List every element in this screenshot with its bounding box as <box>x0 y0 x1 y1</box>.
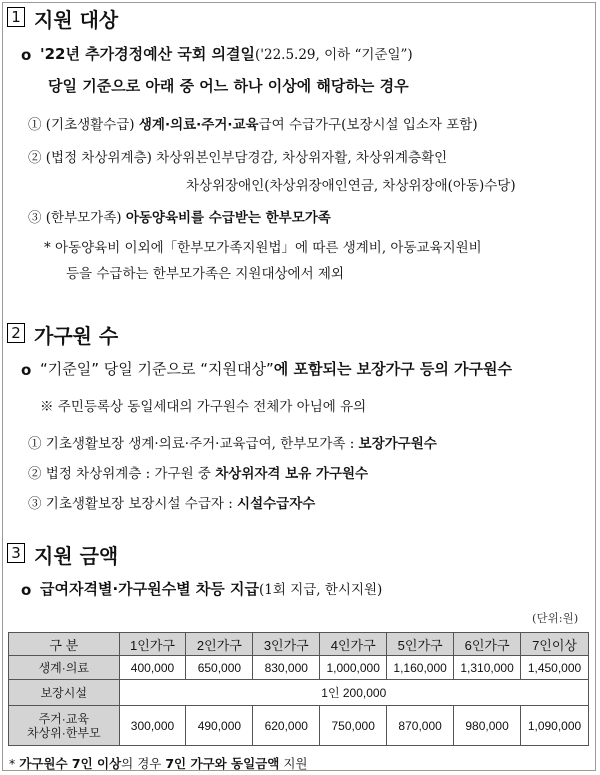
table-cell: 490,000 <box>186 706 253 746</box>
s3-bullet-bold: 급여자격별·가구원수별 차등 지급 <box>40 580 260 598</box>
row-label <box>9 706 120 746</box>
s1-item1-pre: ① (기초생활수급) <box>28 117 139 133</box>
table-cell: 650,000 <box>186 656 253 680</box>
section-3-number: 3 <box>7 543 25 563</box>
table-header-cell: 4인가구 <box>320 633 387 656</box>
bullet-circle: o <box>21 46 32 64</box>
s1-item1-post: 급여 수급가구(보장시설 입소자 포함) <box>258 117 478 133</box>
footnote-star: * <box>9 756 20 771</box>
section-1-number: 1 <box>7 7 25 27</box>
table-cell: 1,160,000 <box>387 656 454 680</box>
s2-item-2 <box>28 462 368 482</box>
table-cell: 750,000 <box>320 706 387 746</box>
s1-note-line2: 등을 수급하는 한부모가족은 지원대상에서 제외 <box>66 266 344 282</box>
table-cell: 1,090,000 <box>521 706 589 746</box>
table-cell: 1,310,000 <box>454 656 521 680</box>
s1-note-line1: * 아동양육비 이외에「한부모가족지원법」에 따른 생계비, 아동교육지원비 <box>44 240 482 256</box>
table-cell: 300,000 <box>119 706 186 746</box>
table-row <box>9 656 589 680</box>
s1-bullet-line2: 당일 기준으로 아래 중 어느 하나 이상에 해당하는 경우 <box>48 77 409 95</box>
table-header-cell: 3인가구 <box>253 633 320 656</box>
section-3-title: 지원 금액 <box>34 544 119 568</box>
table-header-cell: 구 분 <box>9 633 120 656</box>
bullet-circle: o <box>21 361 32 379</box>
table-cell-merged: 1인 200,000 <box>119 680 588 706</box>
table-header-cell: 2인가구 <box>186 633 253 656</box>
table-cell: 980,000 <box>454 706 521 746</box>
s1-item1-bold: 생계·의료·주거·교육 <box>138 117 259 133</box>
table-cell: 400,000 <box>119 656 186 680</box>
s1-item-2-line2: 차상위장애인(차상위장애인연금, 차상위장애(아동)수당) <box>186 178 516 194</box>
s2-item-1 <box>28 432 437 452</box>
table-header-cell: 1인가구 <box>119 633 186 656</box>
s2-item-3 <box>28 492 315 512</box>
unit-label: (단위:원) <box>532 611 579 625</box>
section-2-title: 가구원 수 <box>34 324 119 348</box>
table-header-cell: 6인가구 <box>454 633 521 656</box>
s1-item-3 <box>28 206 331 226</box>
table-cell: 1,000,000 <box>320 656 387 680</box>
s1-item-2-line1: ② (법정 차상위계층) 차상위본인부담경감, 차상위자활, 차상위계층확인 <box>28 150 448 166</box>
table-cell: 870,000 <box>387 706 454 746</box>
s1-bullet-pre: '22년 추가경정예산 국회 의결일 <box>40 45 256 63</box>
row-label-line2: 차상위·한부모 <box>26 725 101 740</box>
s2-item3-pre: ③ 기초생활보장 보장시설 수급자 : <box>28 496 238 512</box>
s2-item2-pre: ② 법정 차상위계층 : 가구원 중 <box>28 466 216 482</box>
table-header-cell: 7인이상 <box>521 633 589 656</box>
s1-item3-bold: 아동양육비를 수급받는 한부모가족 <box>125 210 331 226</box>
s1-item3-pre: ③ (한부모가족) <box>28 210 126 226</box>
footnote-end: 지원 <box>279 756 308 771</box>
s2-item2-bold: 차상위자격 보유 가구원수 <box>215 466 369 482</box>
s1-bullet-post: ('22.5.29, 이하 “기준일”) <box>255 47 413 63</box>
s2-bullet-line <box>40 358 512 379</box>
s3-bullet-line <box>40 578 382 599</box>
s1-item-1 <box>28 113 478 133</box>
footnote-bold2: 7인 가구와 동일금액 <box>165 756 280 771</box>
bullet-circle: o <box>21 581 32 599</box>
s2-item1-bold: 보장가구원수 <box>358 436 437 452</box>
row-label-line1: 주거·교육 <box>38 711 89 726</box>
table-header-row <box>9 633 589 656</box>
section-1-title: 지원 대상 <box>34 8 119 32</box>
table-row <box>9 706 589 746</box>
s2-item3-bold: 시설수급자수 <box>237 496 316 512</box>
footnote-mid: 의 경우 <box>121 756 166 771</box>
table-footnote <box>9 754 308 772</box>
s2-item1-pre: ① 기초생활보장 생계·의료·주거·교육급여, 한부모가족 : <box>28 436 359 452</box>
row-label: 보장시설 <box>9 680 120 706</box>
support-amount-table <box>8 632 589 746</box>
table-cell: 620,000 <box>253 706 320 746</box>
table-header-cell: 5인가구 <box>387 633 454 656</box>
row-label: 생계·의료 <box>9 656 120 680</box>
footnote-bold1: 가구원수 7인 이상 <box>19 756 122 771</box>
s2-bullet-bold: 에 포함되는 보장가구 등의 가구원수 <box>273 360 513 378</box>
s3-bullet-post: (1회 지급, 한시지원) <box>259 582 383 598</box>
s1-bullet-line1 <box>40 43 413 64</box>
table-cell: 830,000 <box>253 656 320 680</box>
s2-bullet-pre: “기준일” 당일 기준으로 “지원대상” <box>40 360 274 378</box>
s2-note: ※ 주민등록상 동일세대의 가구원수 전체가 아님에 유의 <box>40 399 367 415</box>
section-2-number: 2 <box>7 323 25 343</box>
table-row <box>9 680 589 706</box>
table-cell: 1,450,000 <box>521 656 589 680</box>
